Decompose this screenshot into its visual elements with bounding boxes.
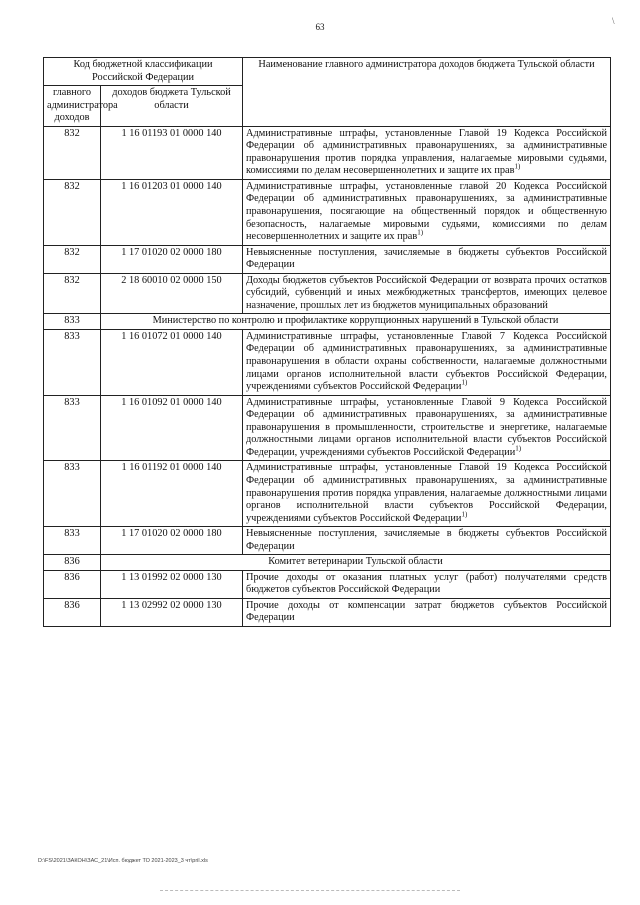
table-row (44, 245, 611, 273)
page-number: 63 (315, 22, 325, 32)
revenue-code-cell: 1 13 01992 02 0000 130 (101, 570, 243, 598)
table-row (44, 179, 611, 245)
admin-code-cell: 836 (44, 570, 101, 598)
revenue-code-cell: 1 16 01193 01 0000 140 (101, 126, 243, 179)
table-row (44, 395, 611, 461)
admin-code-cell: 836 (44, 555, 101, 571)
revenue-name-text: Прочие доходы от оказания платных услуг (работ) получателями средств бюджетов субъектов Российской Федерации (246, 571, 608, 596)
revenue-code-cell: 1 16 01072 01 0000 140 (101, 329, 243, 395)
table-row (44, 527, 611, 555)
revenue-name-text: Административные штрафы, установленные Главой 7 Кодекса Российской Федерации об административных правонарушениях, за административные правонарушения в области охраны собственности, налагаемые должностными лицами органов исполнительной власти субъектов Российской Федерации, учреждениями субъектов Российской Федерации (246, 330, 608, 393)
revenue-name-cell (243, 527, 611, 555)
admin-code-cell: 836 (44, 598, 101, 626)
revenue-name-cell (243, 179, 611, 245)
footnote-marker: 1) (417, 228, 424, 237)
revenue-name-text: Административные штрафы, установленные Главой 19 Кодекса Российской Федерации об административных правонарушениях, за административные правонарушения против порядка управления, налагаемые должностными лицами органов исполнительной власти субъектов Российской Федерации, учреждениями субъектов Российской Федерации (246, 462, 608, 524)
revenue-name-cell (243, 570, 611, 598)
admin-code-cell: 833 (44, 527, 101, 555)
revenue-name-cell (243, 245, 611, 273)
admin-code-cell: 833 (44, 314, 101, 330)
footer-file-path: D:\FS\2021\ЗАКОН\ЗАС_21\Исп. бюджет ТО 2021-2023_3 чт\pril.xls (38, 858, 208, 864)
revenue-name-text: Доходы бюджетов субъектов Российской Федерации от возврата прочих остатков субсидий, субвенций и иных межбюджетных трансфертов, имеющих целевое назначение, прошлых лет из бюджетов муниципальных образований (246, 274, 608, 311)
revenue-name-cell (243, 598, 611, 626)
table-row (44, 461, 611, 527)
revenue-code-cell: 1 13 02992 02 0000 130 (101, 598, 243, 626)
revenue-code-cell: 1 17 01020 02 0000 180 (101, 527, 243, 555)
admin-code-cell: 832 (44, 245, 101, 273)
revenue-name-text: Прочие доходы от компенсации затрат бюджетов субъектов Российской Федерации (246, 599, 608, 624)
revenue-code-cell: 1 16 01192 01 0000 140 (101, 461, 243, 527)
header-revenue-code: доходов бюджета Тульской области (101, 86, 243, 127)
table-row (44, 570, 611, 598)
revenue-code-cell: 1 17 01020 02 0000 180 (101, 245, 243, 273)
revenue-name-cell (243, 329, 611, 395)
revenue-name-text: Административные штрафы, установленные Главой 9 Кодекса Российской Федерации об административных правонарушениях, за административные правонарушения в промышленности, строительстве и энергетике, налагаемые должностными лицами органов исполнительной власти субъектов Российской Федерации, учреждениями субъектов Российской Федерации (246, 396, 608, 458)
section-title-cell: Комитет ветеринарии Тульской области (101, 555, 611, 571)
table-body (44, 126, 611, 626)
table-row (44, 273, 611, 314)
header-classification-group: Код бюджетной классификации Российской Федерации (44, 58, 243, 86)
admin-code-cell: 832 (44, 126, 101, 179)
revenue-name-text: Невыясненные поступления, зачисляемые в бюджеты субъектов Российской Федерации (246, 528, 608, 552)
budget-classification-table (43, 57, 611, 627)
admin-code-cell: 832 (44, 273, 101, 314)
table-row (44, 329, 611, 395)
footnote-marker: 1) (515, 444, 522, 453)
section-row (44, 314, 611, 330)
footnote-marker: 1) (461, 378, 468, 387)
header-admin-name: Наименование главного администратора доходов бюджета Тульской области (243, 58, 611, 127)
revenue-code-cell: 1 16 01092 01 0000 140 (101, 395, 243, 461)
revenue-name-cell (243, 395, 611, 461)
section-row (44, 555, 611, 571)
revenue-code-cell: 1 16 01203 01 0000 140 (101, 179, 243, 245)
revenue-code-cell: 2 18 60010 02 0000 150 (101, 273, 243, 314)
table-row (44, 598, 611, 626)
admin-code-cell: 833 (44, 461, 101, 527)
footnote-marker: 1) (514, 162, 521, 171)
revenue-name-cell (243, 461, 611, 527)
admin-code-cell: 833 (44, 395, 101, 461)
revenue-name-text: Административные штрафы, установленные Главой 19 Кодекса Российской Федерации об административных правонарушениях, за административные правонарушения против порядка управления, налагаемые мировыми судьями, комиссиями по делам несовершеннолетних и защите их прав (246, 127, 608, 177)
admin-code-cell: 833 (44, 329, 101, 395)
revenue-name-cell (243, 273, 611, 314)
admin-code-cell: 832 (44, 179, 101, 245)
corner-mark: \ (612, 16, 615, 26)
revenue-name-text: Административные штрафы, установленные главой 20 Кодекса Российской Федерации об административных правонарушениях, за административные правонарушения, посягающие на общественный порядок и общественную безопасность, налагаемые мировыми судьями, комиссиями по делам несовершеннолетних и защите их прав (246, 180, 608, 243)
section-title-cell: Министерство по контролю и профилактике коррупционных нарушений в Тульской области (101, 314, 611, 330)
footnote-marker: 1) (461, 510, 468, 519)
header-admin-code: главного администратора доходов (44, 86, 101, 127)
table-row (44, 126, 611, 179)
footer-divider (160, 890, 460, 891)
revenue-name-text: Невыясненные поступления, зачисляемые в бюджеты субъектов Российской Федерации (246, 246, 608, 271)
revenue-name-cell (243, 126, 611, 179)
